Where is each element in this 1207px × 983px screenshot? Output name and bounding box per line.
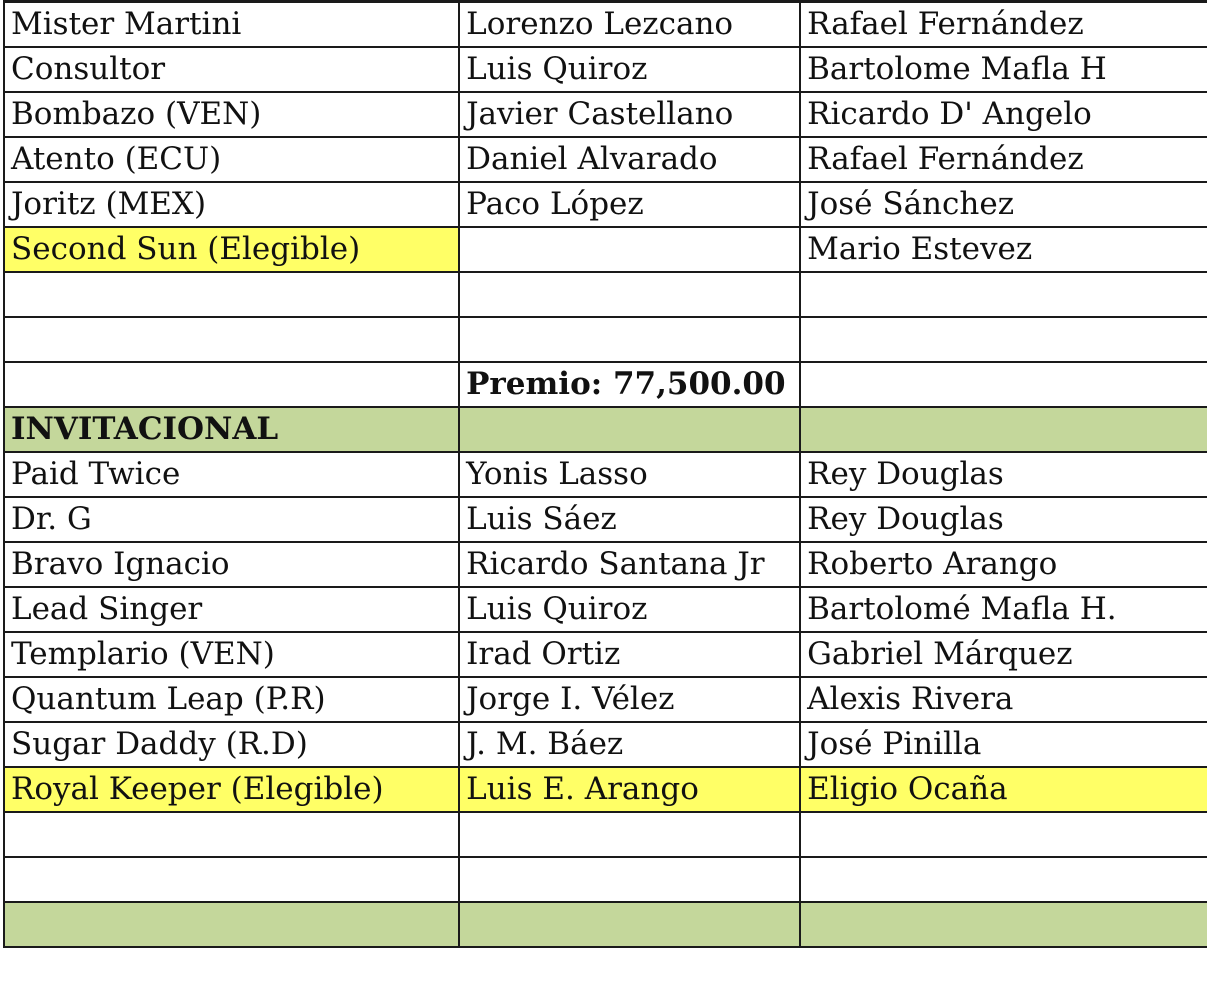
table-row: [4, 47, 1207, 92]
table-cell-jockey[interactable]: Paco López: [459, 182, 800, 227]
table-cell-trainer[interactable]: José Sánchez: [800, 182, 1207, 227]
table-cell-horse[interactable]: Quantum Leap (P.R): [4, 677, 459, 722]
table-cell-empty[interactable]: [800, 362, 1207, 407]
table-cell-empty[interactable]: [459, 902, 800, 947]
table-cell-horse[interactable]: Mister Martini: [4, 2, 459, 48]
table-cell-empty[interactable]: [800, 317, 1207, 362]
table-cell-horse[interactable]: Paid Twice: [4, 452, 459, 497]
table-cell-empty[interactable]: [4, 272, 459, 317]
table-cell-horse[interactable]: Lead Singer: [4, 587, 459, 632]
table-cell-empty[interactable]: [4, 857, 459, 902]
table-cell-horse[interactable]: Bravo Ignacio: [4, 542, 459, 587]
table-row-prize: [4, 362, 1207, 407]
table-cell-jockey[interactable]: Jorge I. Vélez: [459, 677, 800, 722]
table-cell-jockey[interactable]: Luis Sáez: [459, 497, 800, 542]
table-cell-trainer[interactable]: Rafael Fernández: [800, 2, 1207, 48]
table-cell-horse[interactable]: Atento (ECU): [4, 137, 459, 182]
table-row-empty: [4, 317, 1207, 362]
table-cell-empty[interactable]: [4, 902, 459, 947]
table-cell-trainer[interactable]: Rey Douglas: [800, 452, 1207, 497]
table-cell-jockey[interactable]: J. M. Báez: [459, 722, 800, 767]
table-cell-trainer[interactable]: Rafael Fernández: [800, 137, 1207, 182]
table-cell-empty[interactable]: [800, 812, 1207, 857]
table-row: [4, 2, 1207, 48]
table-cell-empty[interactable]: [459, 317, 800, 362]
table-cell-horse[interactable]: Joritz (MEX): [4, 182, 459, 227]
table-cell-empty[interactable]: [4, 362, 459, 407]
spreadsheet-table: [3, 0, 1207, 948]
table-cell-horse[interactable]: Second Sun (Elegible): [4, 227, 459, 272]
table-cell-jockey[interactable]: [459, 227, 800, 272]
table-cell-trainer[interactable]: Gabriel Márquez: [800, 632, 1207, 677]
prize-amount[interactable]: Premio: 77,500.00: [459, 362, 800, 407]
table-cell-horse[interactable]: Bombazo (VEN): [4, 92, 459, 137]
table-row-empty: [4, 272, 1207, 317]
table-cell-trainer[interactable]: Rey Douglas: [800, 497, 1207, 542]
table-cell-empty[interactable]: [800, 272, 1207, 317]
table-row: [4, 497, 1207, 542]
table-cell-empty[interactable]: [800, 902, 1207, 947]
table-row: [4, 587, 1207, 632]
table-row: [4, 452, 1207, 497]
table-row: [4, 722, 1207, 767]
table-cell-jockey[interactable]: Lorenzo Lezcano: [459, 2, 800, 48]
table-cell-trainer[interactable]: Ricardo D' Angelo: [800, 92, 1207, 137]
table-cell-empty[interactable]: [459, 272, 800, 317]
table-row: [4, 632, 1207, 677]
table-cell-empty[interactable]: [800, 407, 1207, 452]
table-cell-trainer[interactable]: José Pinilla: [800, 722, 1207, 767]
table-cell-trainer[interactable]: Mario Estevez: [800, 227, 1207, 272]
table-row: [4, 137, 1207, 182]
table-cell-trainer[interactable]: Bartolomé Mafla H.: [800, 587, 1207, 632]
table-row-empty: [4, 857, 1207, 902]
table-cell-jockey[interactable]: Daniel Alvarado: [459, 137, 800, 182]
table-cell-horse[interactable]: Dr. G: [4, 497, 459, 542]
table-cell-jockey[interactable]: Luis E. Arango: [459, 767, 800, 812]
table-row: [4, 542, 1207, 587]
table-cell-jockey[interactable]: Yonis Lasso: [459, 452, 800, 497]
table-cell-empty[interactable]: [459, 812, 800, 857]
table-row: [4, 182, 1207, 227]
table-cell-jockey[interactable]: Luis Quiroz: [459, 47, 800, 92]
table-cell-trainer[interactable]: Bartolome Mafla H: [800, 47, 1207, 92]
table-cell-trainer[interactable]: Eligio Ocaña: [800, 767, 1207, 812]
table-cell-jockey[interactable]: Luis Quiroz: [459, 587, 800, 632]
section-header-row: [4, 902, 1207, 947]
table-cell-horse[interactable]: Sugar Daddy (R.D): [4, 722, 459, 767]
table-row: [4, 92, 1207, 137]
table-cell-horse[interactable]: Royal Keeper (Elegible): [4, 767, 459, 812]
section-header-row: [4, 407, 1207, 452]
table-row-highlighted: [4, 227, 1207, 272]
table-row-empty: [4, 812, 1207, 857]
table-cell-empty[interactable]: [4, 317, 459, 362]
table-cell-jockey[interactable]: Irad Ortiz: [459, 632, 800, 677]
table-row: [4, 677, 1207, 722]
table-row-highlighted: [4, 767, 1207, 812]
section-title[interactable]: INVITACIONAL: [4, 407, 459, 452]
table-cell-empty[interactable]: [459, 857, 800, 902]
table-cell-horse[interactable]: Templario (VEN): [4, 632, 459, 677]
table-cell-jockey[interactable]: Javier Castellano: [459, 92, 800, 137]
table-cell-empty[interactable]: [800, 857, 1207, 902]
table-cell-empty[interactable]: [4, 812, 459, 857]
table-cell-trainer[interactable]: Roberto Arango: [800, 542, 1207, 587]
table-cell-trainer[interactable]: Alexis Rivera: [800, 677, 1207, 722]
table-cell-empty[interactable]: [459, 407, 800, 452]
table-cell-jockey[interactable]: Ricardo Santana Jr: [459, 542, 800, 587]
table-cell-horse[interactable]: Consultor: [4, 47, 459, 92]
